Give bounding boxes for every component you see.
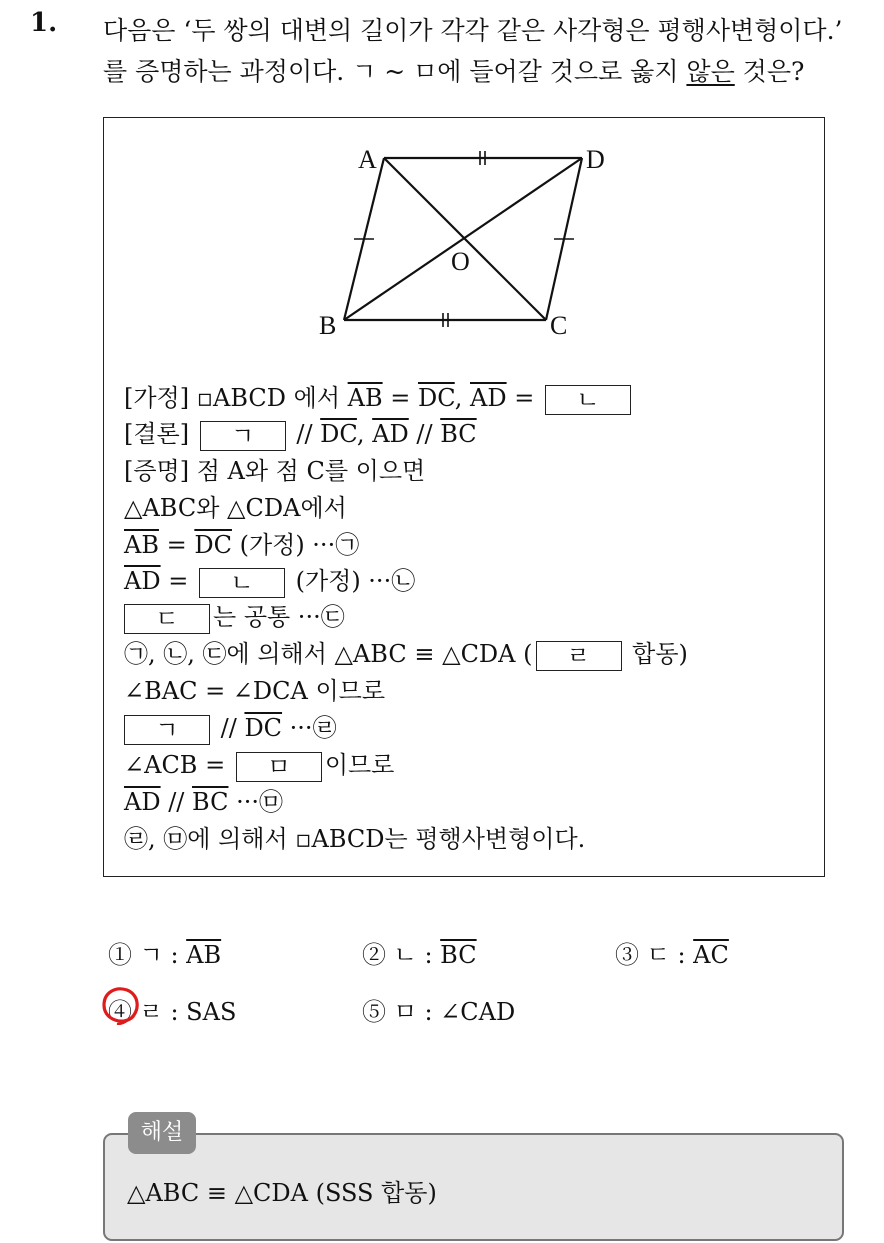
solution-tag: 해설 [128,1112,196,1154]
label-a: A [358,145,377,174]
blank-l10: ㄱ [124,715,210,745]
choice-5[interactable] [362,992,515,1027]
proof-l12a: $\overline{AD}$ [124,788,161,816]
proof-l5c: $\overline{DC}$ [194,531,232,559]
choice-5-num: ⑤ [362,998,386,1026]
question-line-2a: 를 증명하는 과정이다. ㄱ ~ ㅁ에 들어갈 것으로 옳지 [103,57,687,86]
proof-l10c: ···㉣ [282,714,337,742]
diagonal-ac [384,158,546,320]
choice-3-label: ㄷ : [646,941,694,969]
blank-l7: ㄷ [124,604,210,634]
proof-l1a: [가정] ▫ABCD 에서 [124,384,348,412]
proof-line-3: [증명] 점 A와 점 C를 이으면 [124,457,426,485]
proof-l6b: = [160,567,196,595]
proof-line-5 [124,528,359,562]
proof-l1d: $\overline{DC}$ [417,384,455,412]
proof-line-12 [124,785,283,819]
label-c: C [550,311,568,340]
question-number: 1. [30,8,58,38]
proof-l11a: ∠ACB = [124,751,233,779]
choice-4-value: SAS [186,998,237,1026]
proof-l12c: $\overline{BC}$ [192,788,229,816]
proof-l5b: = [158,531,195,559]
proof-l2d: , [356,420,373,448]
proof-box [103,117,825,877]
blank-l2: ㄱ [200,421,286,451]
choice-1-value: $\overline{AB}$ [186,941,222,969]
choice-2[interactable] [362,935,477,970]
proof-l2b: // [288,420,321,448]
label-o: O [451,247,470,276]
proof-l8a: ㉠, ㉡, ㉢에 의해서 △ABC ≡ △CDA ( [124,640,533,668]
proof-l12d: ···㉤ [228,788,283,816]
proof-line-8 [124,637,688,671]
proof-line-assumption [124,381,634,415]
proof-line-4: △ABC와 △CDA에서 [124,494,347,522]
proof-l1f: $\overline{AD}$ [470,384,507,412]
label-b: B [319,311,337,340]
choice-3-value: $\overline{AC}$ [693,941,729,969]
proof-line-9: ∠BAC = ∠DCA 이므로 [124,677,386,705]
proof-l10b: $\overline{DC}$ [244,714,283,742]
proof-l12b: // [160,788,193,816]
choice-5-label: ㅁ : [393,998,441,1026]
proof-l7a: 는 공통 ···㉢ [213,603,345,631]
question-line-1: 다음은 ‘두 쌍의 대변의 길이가 각각 같은 사각형은 평행사변형이다.’ [103,16,843,45]
proof-line-13: ㉣, ㉤에 의해서 ▫ABCD는 평행사변형이다. [124,825,586,853]
label-d: D [586,145,605,174]
answer-mark-circle-icon [100,985,142,1025]
question-text [103,10,863,92]
proof-line-7 [124,600,345,634]
proof-l2c: $\overline{DC}$ [320,420,357,448]
proof-l1e: , [454,384,470,412]
blank-l11: ㅁ [236,752,322,782]
proof-l8b: 합동) [624,640,688,668]
choice-1-num: ① [108,941,132,969]
choice-1-label: ㄱ : [139,941,187,969]
proof-l6c: (가정) ···㉡ [287,567,416,595]
choice-3-num: ③ [615,941,639,969]
blank-l8: ㄹ [536,641,622,671]
question-line-2 [103,51,863,92]
choice-2-label: ㄴ : [393,941,441,969]
proof-l1b: $\overline{AB}$ [347,384,383,412]
proof-l6a: $\overline{AD}$ [124,567,161,595]
proof-l1g: = [506,384,542,412]
choice-2-value: $\overline{BC}$ [440,941,477,969]
choice-3[interactable] [615,935,729,970]
proof-l2a: [결론] [124,420,197,448]
question-emphasis: 않은 [686,57,735,86]
proof-line-10 [124,711,337,745]
blank-l1: ㄴ [545,385,631,415]
proof-l1c: = [382,384,418,412]
proof-l2g: $\overline{BC}$ [440,420,477,448]
choice-4-num: ④ [108,998,132,1026]
proof-l10a: // [213,714,245,742]
proof-line-conclusion [124,417,477,451]
choice-4-label: ㄹ : [139,998,187,1026]
proof-l2e: $\overline{AD}$ [372,420,409,448]
proof-line-11 [124,748,394,782]
diagonal-bd [344,158,582,320]
solution-text: △ABC ≡ △CDA (SSS 합동) [127,1179,437,1207]
proof-l5d: (가정) ···㉠ [231,531,360,559]
question-line-2b: 것은? [734,57,805,86]
proof-line-6 [124,564,415,598]
choice-5-value: ∠CAD [440,998,516,1026]
blank-l6: ㄴ [199,568,285,598]
choice-2-num: ② [362,941,386,969]
proof-l2f: // [408,420,441,448]
solution-box [103,1133,844,1241]
choice-4[interactable] [108,992,236,1027]
choice-1[interactable] [108,935,221,970]
proof-l5a: $\overline{AB}$ [124,531,159,559]
proof-l11b: 이므로 [324,751,395,779]
parallelogram-diagram [314,138,624,353]
